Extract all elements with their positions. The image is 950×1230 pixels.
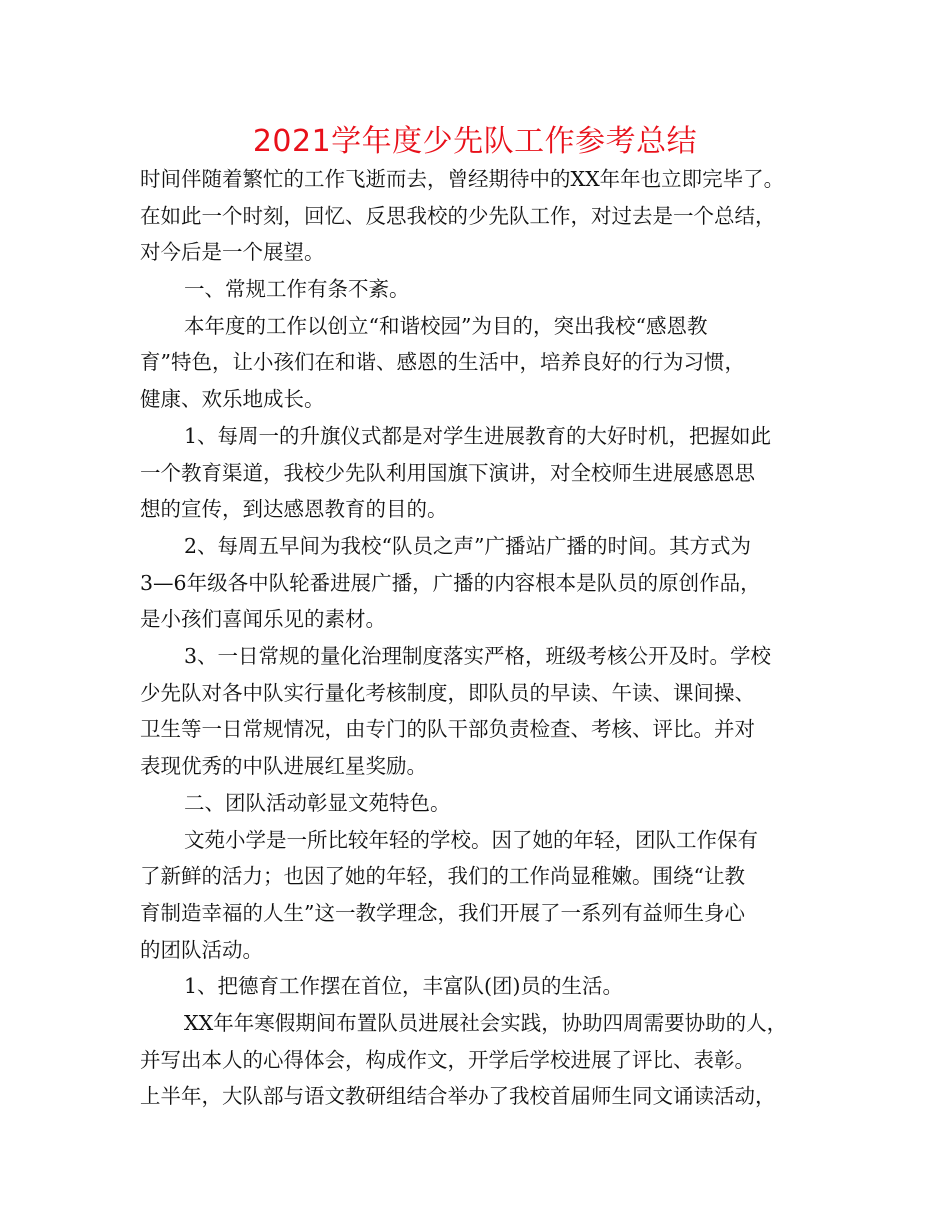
paragraph-line: 卫生等一日常规情况，由专门的队干部负责检查、考核、评比。并对 bbox=[140, 717, 755, 741]
paragraph-line: 表现优秀的中队进展红星奖励。 bbox=[140, 754, 427, 778]
paragraph-line: 在如此一个时刻，回忆、反思我校的少先队工作，对过去是一个总结， bbox=[140, 204, 776, 228]
paragraph-line: 时间伴随着繁忙的工作飞逝而去，曾经期待中的XX年年也立即完毕了。 bbox=[140, 167, 785, 191]
paragraph-line: 并写出本人的心得体会，构成作文，开学后学校进展了评比、表彰。 bbox=[140, 1048, 755, 1072]
paragraph-line: 育”特色，让小孩们在和谐、感恩的生活中，培养良好的行为习惯， bbox=[140, 350, 745, 374]
paragraph-line: 1、把德育工作摆在首位，丰富队(团)员的生活。 bbox=[184, 974, 624, 998]
paragraph-line: 对今后是一个展望。 bbox=[140, 240, 325, 264]
paragraph-line: 一个教育渠道，我校少先队利用国旗下演讲，对全校师生进展感恩思 bbox=[140, 461, 755, 485]
document-title: 2021学年度少先队工作参考总结 bbox=[252, 124, 698, 159]
paragraph-line: 是小孩们喜闻乐见的素材。 bbox=[140, 607, 386, 631]
paragraph-line: 1、每周一的升旗仪式都是对学生进展教育的大好时机，把握如此 bbox=[184, 424, 772, 448]
paragraph-line: 的团队活动。 bbox=[140, 938, 263, 962]
paragraph-line: 上半年，大队部与语文教研组结合举办了我校首届师生同文诵读活动， bbox=[140, 1084, 776, 1108]
paragraph-line: 育制造幸福的人生”这一教学理念，我们开展了一系列有益师生身心 bbox=[140, 901, 745, 925]
paragraph-line: 了新鲜的活力；也因了她的年轻，我们的工作尚显稚嫩。围绕“让教 bbox=[140, 864, 745, 888]
paragraph-line: 想的宣传，到达感恩教育的目的。 bbox=[140, 497, 448, 521]
paragraph-line: 3、一日常规的量化治理制度落实严格，班级考核公开及时。学校 bbox=[184, 644, 772, 668]
paragraph-line: 健康、欢乐地成长。 bbox=[140, 387, 325, 411]
paragraph-line: 2、每周五早间为我校“队员之声”广播站广播的时间。其方式为 bbox=[184, 534, 752, 558]
section-heading: 一、常规工作有条不紊。 bbox=[184, 277, 410, 301]
paragraph-line: 少先队对各中队实行量化考核制度，即队员的早读、午读、课间操、 bbox=[140, 681, 755, 705]
paragraph-line: XX年年寒假期间布置队员进展社会实践，协助四周需要协助的人， bbox=[184, 1011, 788, 1035]
paragraph-line: 3—6年级各中队轮番进展广播，广播的内容根本是队员的原创作品， bbox=[140, 571, 761, 595]
paragraph-line: 文苑小学是一所比较年轻的学校。因了她的年轻，团队工作保有 bbox=[184, 828, 758, 852]
paragraph-line: 本年度的工作以创立“和谐校园”为目的，突出我校“感恩教 bbox=[184, 314, 708, 338]
section-heading: 二、团队活动彰显文苑特色。 bbox=[184, 791, 451, 815]
